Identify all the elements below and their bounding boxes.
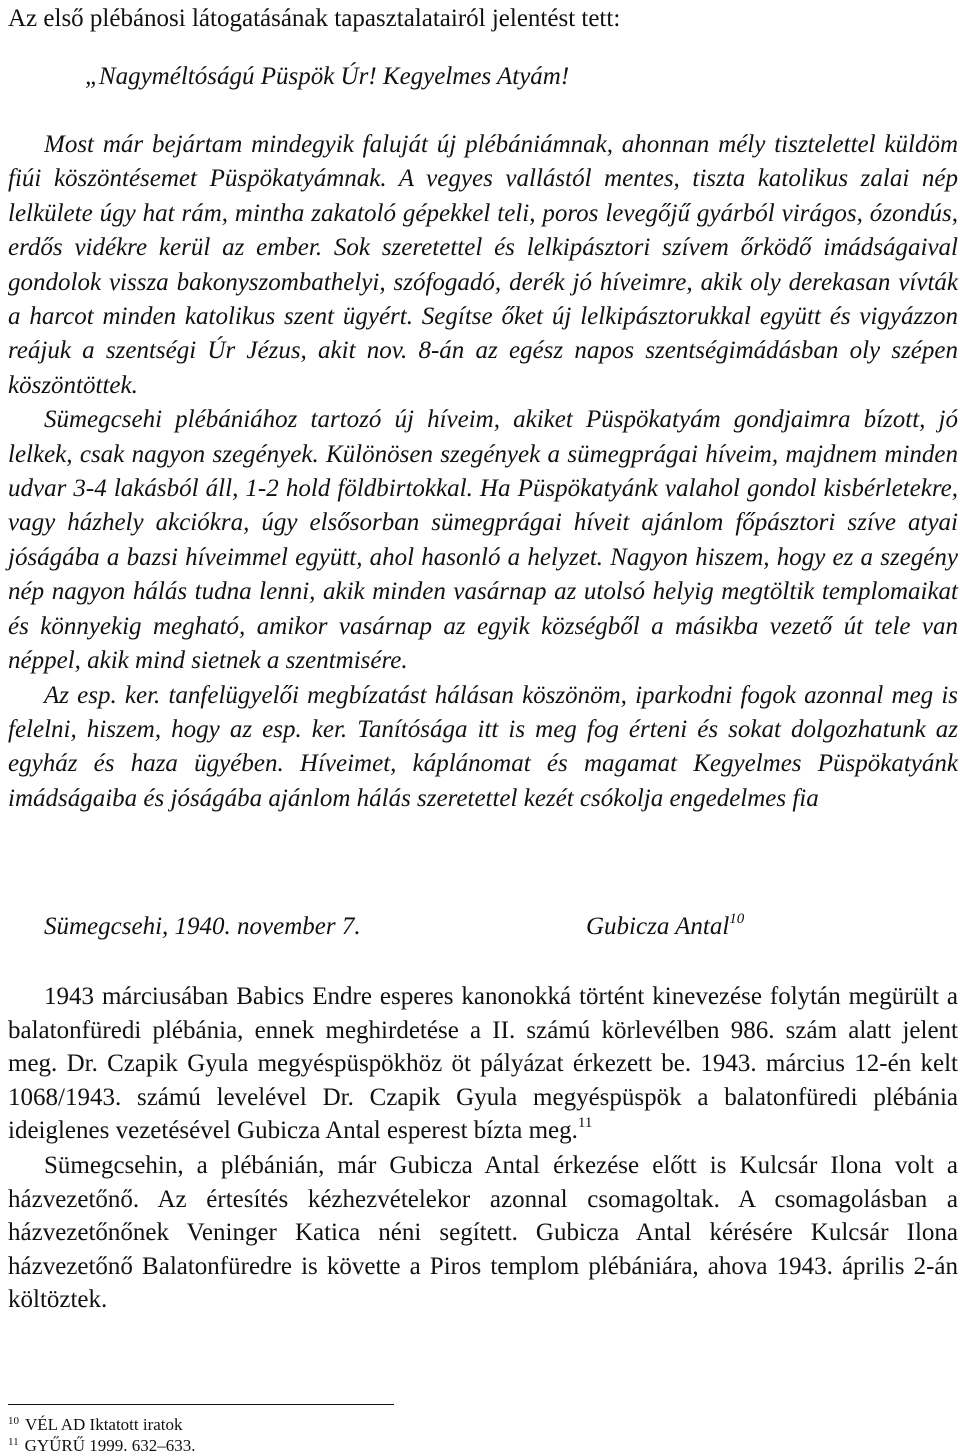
letter-body xyxy=(8,128,958,816)
footnote-reference: 11 xyxy=(577,1115,593,1132)
main-text xyxy=(8,980,958,1317)
letter-signature-line xyxy=(44,910,958,944)
body-paragraph: Sümegcsehin, a plébánián, már Gubicza Antal érkezése előtt is Kulcsár Ilona volt a házvezetőnő. Az értesítés kézhezvételekor azonnal csomagoltak. A csomagolásban a házvezetőnőnek Veninger Katica néni segített. Gubicza Antal kérésére Kulcsár Ilona házvezetőnő Balatonfüredre is követte a Piros templom plébániára, ahova 1943. április 2-án költöztek. xyxy=(8,1151,958,1314)
intro-line: Az első plébánosi látogatásának tapasztalatairól jelentést tett: xyxy=(8,5,621,32)
body-paragraph xyxy=(8,980,958,1148)
footnote-text: VÉL AD Iktatott iratok xyxy=(25,1415,183,1434)
letter-paragraph: Sümegcsehi plébániához tartozó új híveim, akiket Püspökatyám gondjaimra bízott, jó lelkek, csak nagyon szegények. Különösen szegények a sümegprágai híveim, majdnem minden udvar 3-4 lakásból áll, 1-2 hold földbirtokkal. Ha Püspökatyánk valahol gondol kisbérletekre, vagy házhely akciókra, úgy elsősorban sümegprágai híveit ajánlom főpásztori szíve atyai jóságába a bazsi híveimmel együtt, ahol hasonló a helyzet. Nagyon hiszem, hogy ez a szegény nép nagyon hálás tudna lenni, akik minden vasárnap az utolsó helyig megtöltik templomaikat és könnyekig megható, amikor vasárnap az egyik községből a másikba vezető út tele van néppel, akik mind sietnek a szentmisére. xyxy=(8,406,958,675)
letter-signer xyxy=(586,910,744,944)
footnote-number: 11 xyxy=(8,1436,19,1448)
footnotes xyxy=(8,1414,196,1456)
footnote-text: GYŰRŰ 1999. 632–633. xyxy=(24,1436,196,1455)
footnote-number: 10 xyxy=(8,1415,19,1427)
body-paragraph-text: 1943 márciusában Babics Endre esperes kanonokká történt kinevezése folytán megürült a balatonfüredi plébánia, ennek meghirdetése a II. számú körlevélben 986. szám alatt jelent meg. Dr. Czapik Gyula megyéspüspökhöz öt pályázat érkezett be. 1943. március 12-én kelt 1068/1943. számú levelével Dr. Czapik Gyula megyéspüspök a balatonfüredi plébánia ideiglenes vezetésével Gubicza Antal esperest bízta meg. xyxy=(8,983,958,1145)
footnote-reference: 10 xyxy=(729,911,745,927)
letter-paragraph: Most már bejártam mindegyik faluját új plébániámnak, ahonnan mély tisztelettel küldöm fiúi köszöntésemet Püspökatyámnak. A vegyes vallástól mentes, tiszta katolikus zalai nép lelkülete úgy hat rám, mintha zakatoló gépekkel teli, poros levegőjű gyárból virágos, ózondús, erdős vidékre kerül az ember. Sok szeretettel és lelkipásztori szívem őrködő imádságaival gondolok vissza bakonyszombathelyi, szófogadó, derék jó híveimre, akik oly derekasan vívták a harcot minden katolikus szent ügyért. Segítse őket új lelkipásztorukkal együtt és vigyázzon reájuk a szentségi Úr Jézus, akit nov. 8-án az egész napos szentségimádásban oly szépen köszöntöttek. xyxy=(8,131,958,399)
letter-place-date: Sümegcsehi, 1940. november 7. xyxy=(44,913,361,940)
footnote xyxy=(8,1414,196,1435)
letter-salutation: „Nagyméltóságú Püspök Úr! Kegyelmes Atyám! xyxy=(85,63,570,90)
signer-name: Gubicza Antal xyxy=(586,913,730,940)
letter-paragraph: Az esp. ker. tanfelügyelői megbízatást hálásan köszönöm, iparkodni fogok azonnal meg is felelni, hiszem, hogy az esp. ker. Tanítósága itt is meg fog érteni és sokat dolgozhatunk az egyház és haza ügyében. Híveimet, káplánomat és magamat Kegyelmes Püspökatyánk imádságaiba és jóságába ajánlom hálás szeretettel kezét csókolja engedelmes fia xyxy=(8,681,958,812)
footnote-divider xyxy=(8,1404,394,1405)
footnote xyxy=(8,1435,196,1456)
